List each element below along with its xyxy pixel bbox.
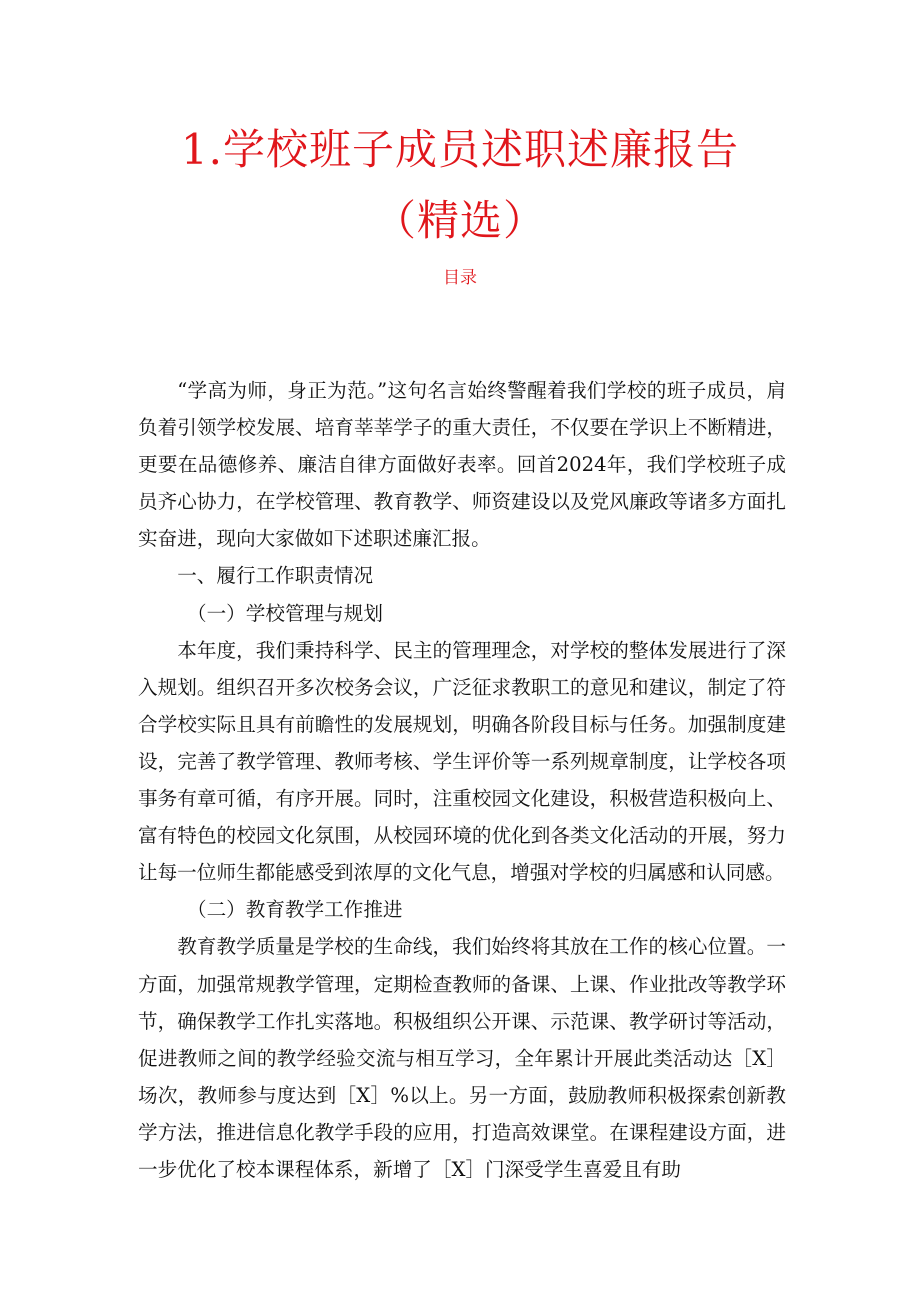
toc-label: 目录	[443, 268, 477, 288]
document-body	[138, 372, 786, 1188]
document-title: 1.学校班子成员述职述廉报告	[180, 125, 740, 174]
document-subtitle: （精选）	[373, 196, 546, 245]
subsection-heading: （一）学校管理与规划	[187, 601, 383, 625]
section-heading: 一、履行工作职责情况	[177, 564, 374, 588]
subsection-heading: （二）教育教学工作推进	[187, 898, 403, 922]
paragraph: 教育教学质量是学校的生命线，我们始终将其放在工作的核心位置。一方面，加强常规教学管理，定期检查教师的备课、上课、作业批改等教学环节，确保教学工作扎实落地。积极组织公开课、示范课、教学研讨等活动，促进教师之间的教学经验交流与相互学习，全年累计开展此类活动达［X］场次，教师参与度达到［X］%以上。另一方面，鼓励教师积极探索创新教学方法，推进信息化教学手段的应用，打造高效课堂。在课程建设方面，进一步优化了校本课程体系，新增了［X］门深受学生喜爱且有助	[138, 935, 786, 1181]
paragraph: 本年度，我们秉持科学、民主的管理理念，对学校的整体发展进行了深入规划。组织召开多次校务会议，广泛征求教职工的意见和建议，制定了符合学校实际且具有前瞻性的发展规划，明确各阶段目标与任务。加强制度建设，完善了教学管理、教师考核、学生评价等一系列规章制度，让学校各项事务有章可循，有序开展。同时，注重校园文化建设，积极营造积极向上、富有特色的校园文化氛围，从校园环境的优化到各类文化活动的开展，努力让每一位师生都能感受到浓厚的文化气息，增强对学校的归属感和认同感。	[138, 638, 786, 885]
paragraph-intro: “学高为师，身正为范。”这句名言始终警醒着我们学校的班子成员，肩负着引领学校发展、培育莘莘学子的重大责任，不仅要在学识上不断精进，更要在品德修养、廉洁自律方面做好表率。回首2024年，我们学校班子成员齐心协力，在学校管理、教育教学、师资建设以及党风廉政等诸多方面扎实奋进，现向大家做如下述职述廉汇报。	[138, 379, 786, 551]
